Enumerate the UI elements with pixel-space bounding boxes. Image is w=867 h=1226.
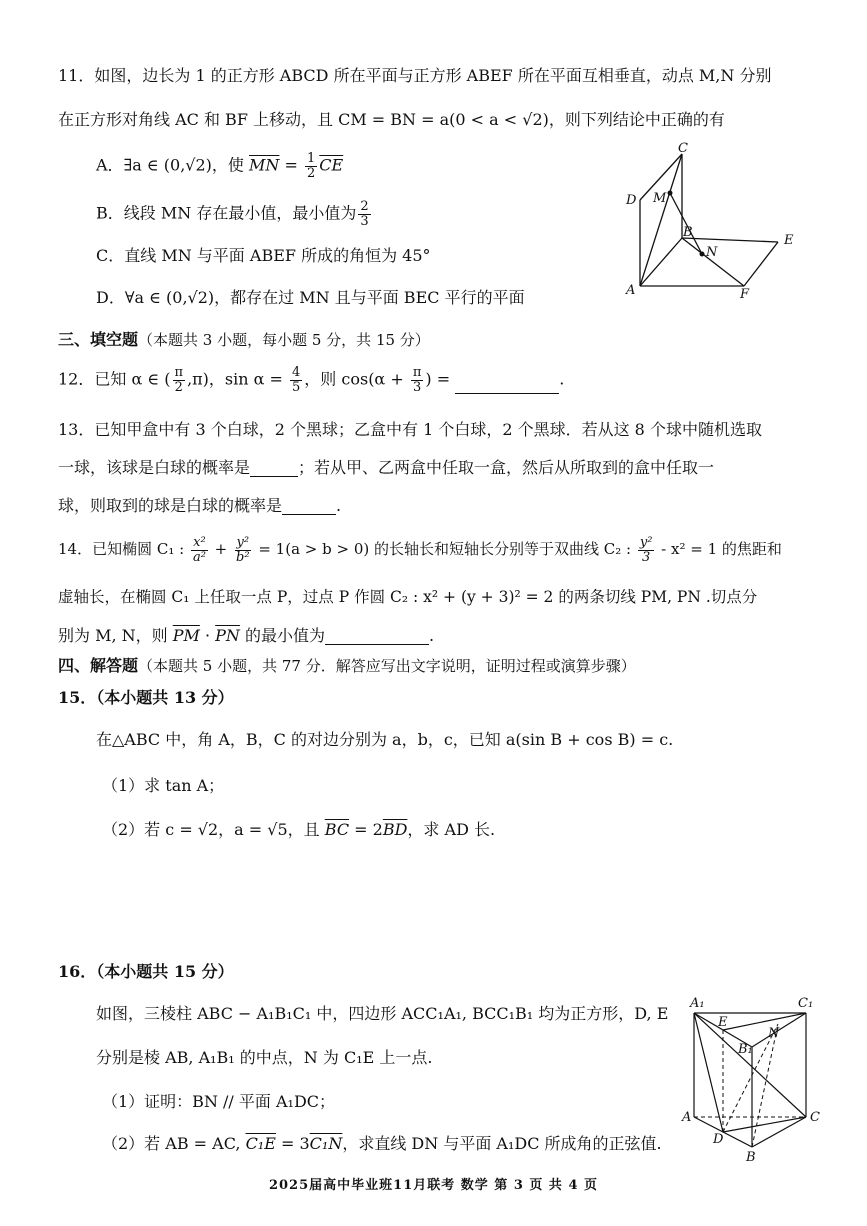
fraction-denominator: 3 [360, 213, 369, 229]
fraction-numerator: y² [236, 535, 250, 550]
q13-line2 [58, 458, 714, 477]
q15-part2 [102, 820, 495, 839]
q12-middle-2: ，则 cos(α + [304, 369, 409, 389]
fraction-x2-a2 [191, 536, 208, 564]
section-4-hint: （本题共 5 小题，共 77 分．解答应写出文字说明，证明过程或演算步骤） [138, 657, 636, 675]
dot: · [199, 626, 216, 645]
label-n: N [768, 1026, 780, 1041]
label-a: A [626, 283, 636, 298]
fraction-denominator: 5 [292, 379, 301, 395]
vector-bc: $\overline{BC}$ [324, 820, 350, 839]
fraction-numerator: π [412, 365, 422, 380]
answer-blank [250, 476, 298, 477]
fraction-pi-over-2 [173, 366, 186, 394]
answer-blank [282, 514, 336, 515]
q14-line1 [58, 536, 782, 564]
fraction-denominator: 2 [306, 165, 316, 181]
q13-line3-a: 球，则取到的球是白球的概率是 [58, 496, 283, 515]
fraction-numerator: 4 [292, 365, 301, 380]
q11-option-b-text: B．线段 MN 存在最小值，最小值为 [96, 203, 357, 223]
segment-bn [752, 1024, 778, 1147]
diagonal-ac [640, 154, 682, 286]
q13-line3 [58, 496, 341, 515]
fraction-y2-3 [638, 536, 655, 564]
label-c: C [810, 1110, 820, 1125]
edge-ab [640, 238, 682, 286]
fraction-numerator: 2 [360, 199, 369, 214]
q11-stem-line1: 11．如图，边长为 1 的正方形 ABCD 所在平面与正方形 ABEF 所在平面互相垂直，动点 M,N 分别 [58, 66, 772, 85]
q11-option-c: C．直线 MN 与平面 ABEF 所成的角恒为 45° [96, 246, 431, 265]
segment-a1c [694, 1013, 806, 1117]
q14-line1-c: - x² = 1 的焦距和 [656, 540, 782, 559]
q16-part2 [102, 1134, 662, 1153]
q13-line3-b: . [336, 496, 342, 515]
q15-stem: 在△ABC 中，角 A，B，C 的对边分别为 a，b，c，已知 a(sin B + cos B) = c. [96, 730, 674, 749]
answer-blank [325, 644, 429, 645]
vector-mn: $\overline{MN}$ [249, 155, 280, 175]
vector-c1e: C₁E [245, 1134, 276, 1153]
q11-option-b [96, 200, 373, 228]
q16-part1: （1）证明：BN // 平面 A₁DC； [102, 1092, 336, 1111]
page-footer: 2025届高中毕业班11月联考 数学 第 3 页 共 4 页 [268, 1178, 599, 1193]
fraction-numerator: x² [193, 535, 206, 550]
fraction-pi-over-3 [411, 366, 424, 394]
fraction-y2-b2 [234, 536, 252, 564]
label-b: B [683, 225, 693, 240]
q15-heading: 15．（本小题共 13 分） [58, 688, 234, 707]
q16-figure [680, 995, 830, 1165]
section-3-hint: （本题共 3 小题，每小题 5 分，共 15 分） [138, 331, 430, 349]
q15-part2-eq: = 2 [349, 820, 383, 839]
point-n [700, 252, 705, 257]
q16-part2-b: ，求直线 DN 与平面 A₁DC 所成角的正弦值. [342, 1134, 662, 1153]
q14-line3 [58, 626, 434, 645]
q11-stem-line2: 在正方形对角线 AC 和 BF 上移动，且 CM = BN = a(0 < a < √2)，则下列结论中正确的有 [58, 110, 725, 129]
edge-be [682, 238, 778, 242]
section-3-heading [58, 330, 430, 349]
label-c1: C₁ [798, 996, 814, 1011]
q16-stem-line1: 如图，三棱柱 ABC − A₁B₁C₁ 中，四边形 ACC₁A₁, BCC₁B₁ 均为正方形，D, E [96, 1004, 669, 1023]
segment-mn [670, 193, 702, 254]
q15-part2-b: ，求 AD 长. [407, 820, 496, 839]
q14-line3-a: 别为 M, N，则 [58, 626, 173, 645]
q12-post: ) = [425, 369, 456, 389]
q15-part2-a: （2）若 c = √2，a = √5，且 [102, 820, 325, 839]
label-b1: B₁ [738, 1042, 753, 1057]
fraction-one-half [305, 152, 317, 180]
fraction-denominator: 3 [641, 549, 651, 565]
q16-heading: 16．（本小题共 15 分） [58, 962, 234, 981]
vector-bd: $\overline{BD}$ [382, 820, 408, 839]
q11-option-a-prefix: A．∃a ∈ (0,√2)，使 [96, 155, 250, 175]
label-a1: A₁ [690, 996, 705, 1011]
q15-part1: （1）求 tan A； [102, 776, 225, 795]
q12-middle: ,π)，sin α = [187, 369, 289, 389]
fraction-numerator: y² [639, 535, 653, 550]
fraction-numerator: π [174, 365, 184, 380]
label-e: E [718, 1015, 728, 1030]
q16-stem-line2: 分别是棱 AB, A₁B₁ 的中点，N 为 C₁E 上一点. [96, 1048, 433, 1067]
edge-ef [744, 242, 778, 286]
fraction-denominator: a² [192, 549, 206, 565]
q14-line1-a: 14．已知椭圆 C₁ : [58, 540, 189, 559]
q16-part2-a: （2）若 AB = AC, [102, 1134, 246, 1153]
label-c: C [678, 141, 688, 156]
fraction-two-thirds [358, 200, 370, 228]
answer-blank [455, 393, 559, 394]
q14-line1-b: = 1(a > b > 0) 的长轴长和短轴长分别等于双曲线 C₂ : [253, 540, 636, 559]
q14-line2: 虚轴长，在椭圆 C₁ 上任取一点 P，过点 P 作圆 C₂ : x² + (y + 3)² = 2 的两条切线 PM, PN .切点分 [58, 588, 758, 606]
section-3-title: 三、填空题 [58, 330, 139, 349]
plus: + [209, 540, 233, 559]
q16-part2-eq: = 3 [275, 1134, 310, 1153]
section-4-title: 四、解答题 [58, 656, 139, 675]
fraction-denominator: 2 [174, 379, 183, 395]
point-m [668, 191, 673, 196]
label-n: N [706, 245, 718, 260]
q13-line2-a: 一球，该球是白球的概率是 [58, 458, 251, 477]
fraction-numerator: 1 [306, 151, 316, 166]
label-d: D [713, 1132, 724, 1147]
fraction-denominator: b² [236, 549, 250, 565]
q13-line1: 13．已知甲盒中有 3 个白球，2 个黑球；乙盒中有 1 个白球，2 个黑球．若从这 8 个球中随机选取 [58, 420, 762, 439]
vector-pm: $\overline{PM}$ [172, 626, 200, 645]
q13-line2-b: ；若从甲、乙两盒中任取一盒，然后从所取到的盒中任取一 [298, 458, 715, 477]
q14-line3-b: 的最小值为 [239, 626, 326, 645]
q12-prefix: 12．已知 α ∈ ( [58, 369, 171, 389]
vector-pn: $\overline{PN}$ [215, 626, 240, 645]
fraction-four-fifths [290, 366, 302, 394]
q11-option-a [96, 152, 343, 180]
segment-a1d [694, 1013, 723, 1132]
vector-c1n: C₁N [309, 1134, 343, 1153]
section-4-heading [58, 656, 636, 675]
label-d: D [626, 193, 637, 208]
vector-ce: $\overline{CE}$ [319, 155, 344, 175]
q12: 12．已知 α ∈ ( $\frac{\pi}{2}$ ,π)，sin α = $\frac{4}{5}$ ，则 cos(α + $\frac{\pi}{3}$ ) = . [58, 365, 565, 395]
label-a: A [682, 1110, 692, 1125]
q11-figure [620, 140, 810, 305]
label-e: E [784, 233, 794, 248]
label-m: M [653, 191, 667, 206]
q11-option-d: D．∀a ∈ (0,√2)，都存在过 MN 且与平面 BEC 平行的平面 [96, 288, 525, 307]
fraction-denominator: 3 [412, 379, 422, 395]
equals: = [279, 155, 303, 175]
label-f: F [740, 287, 750, 302]
label-b: B [746, 1150, 756, 1165]
q14-line3-c: . [429, 626, 435, 645]
